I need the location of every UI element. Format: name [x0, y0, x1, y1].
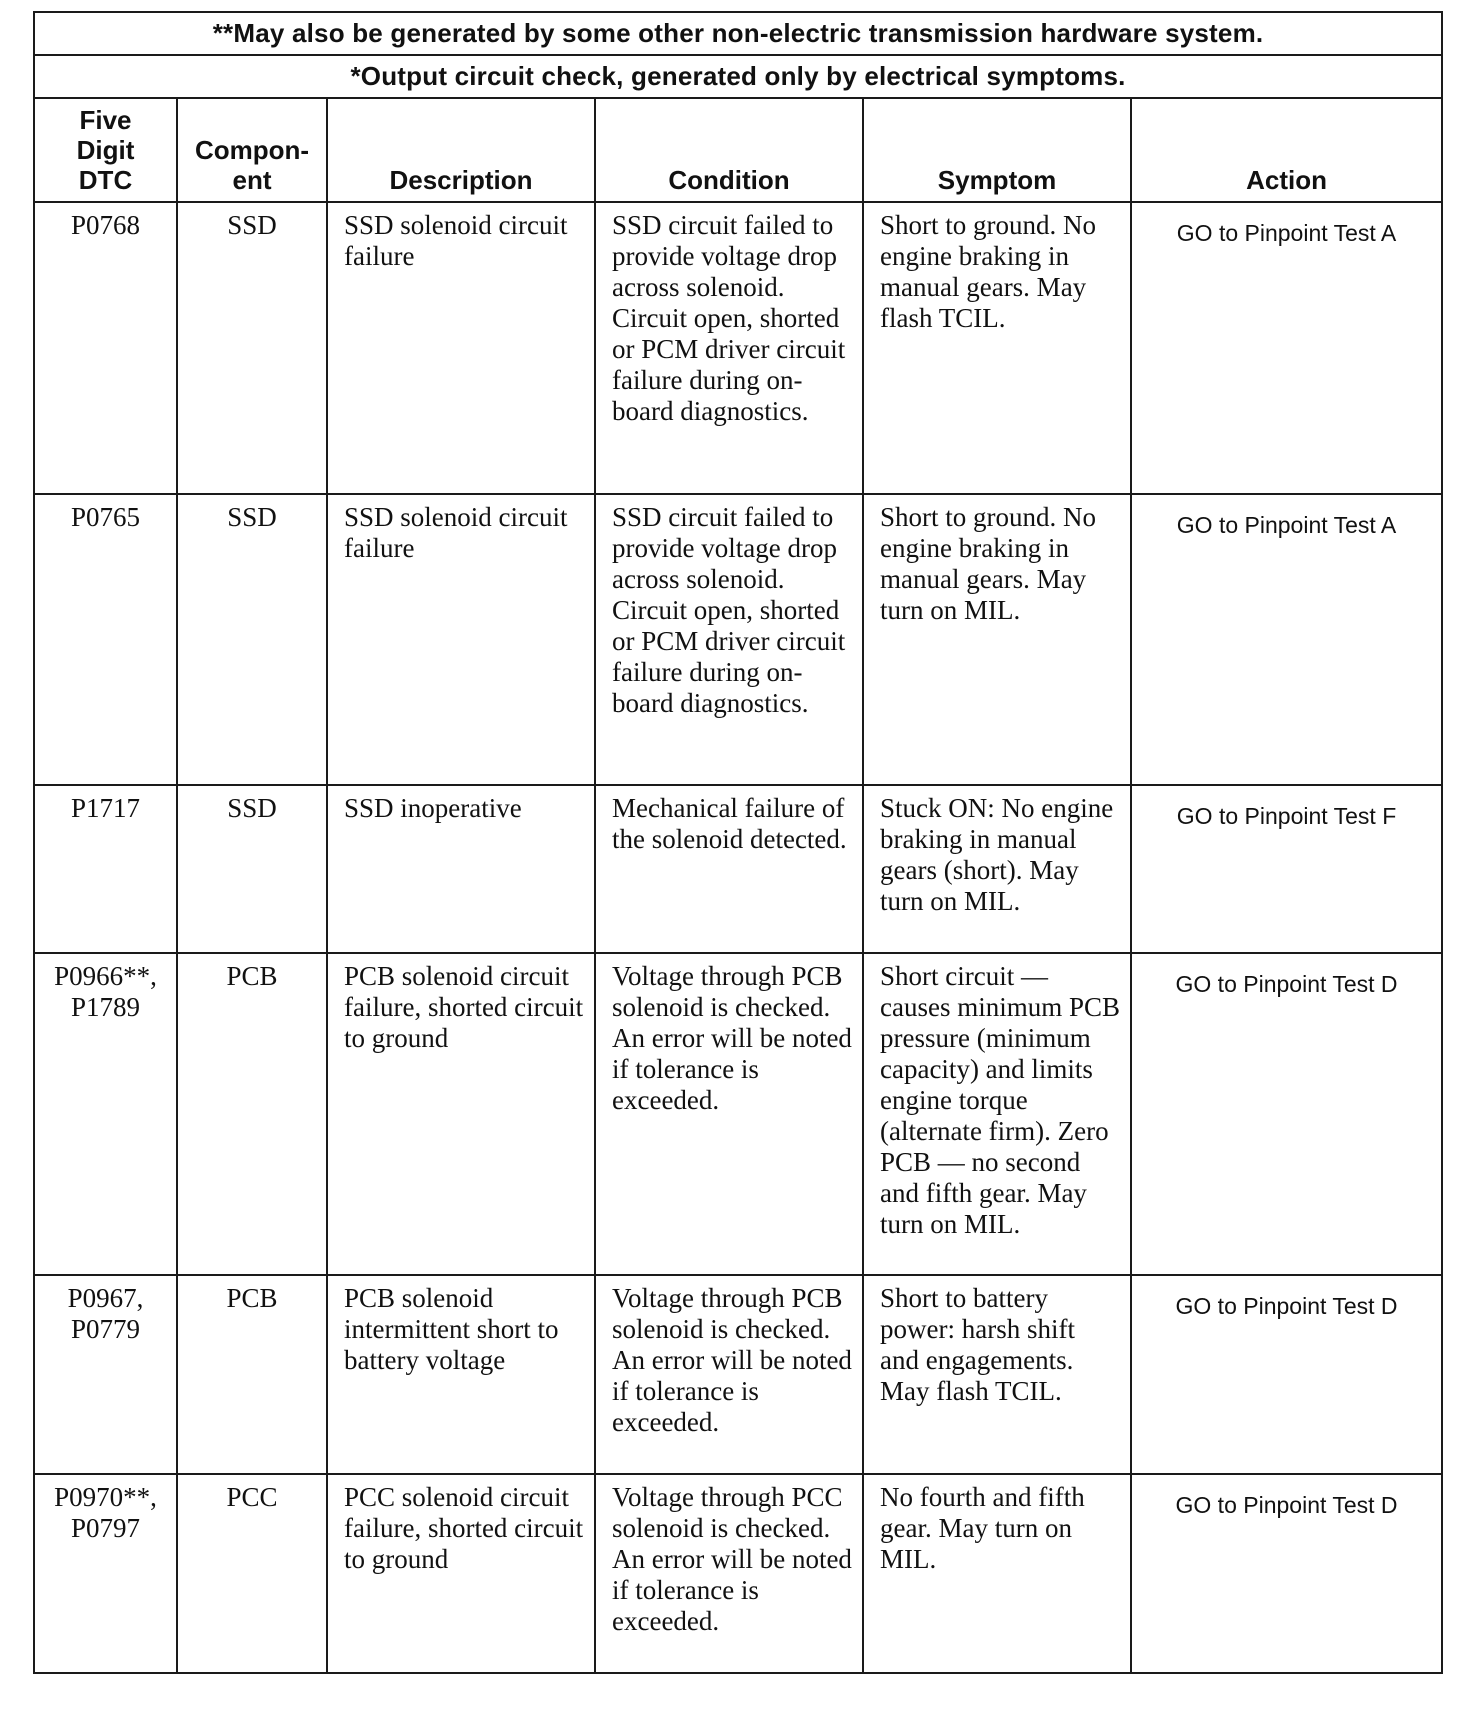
- condition-cell: Voltage through PCC solenoid is checked. An error will be noted if tolerance is exceeded.: [595, 1474, 863, 1673]
- dtc-code: P0970**,: [54, 1482, 157, 1512]
- header-description: Description: [327, 98, 595, 202]
- action-cell: GO to Pinpoint Test D: [1131, 1474, 1442, 1673]
- condition-cell: Mechanical failure of the solenoid detected.: [595, 785, 863, 953]
- symptom-cell: No fourth and fifth gear. May turn on MIL.: [863, 1474, 1131, 1673]
- component-cell: PCB: [177, 953, 327, 1275]
- symptom-cell: Stuck ON: No engine braking in manual gears (short). May turn on MIL.: [863, 785, 1131, 953]
- note-row: [34, 55, 1442, 98]
- action-cell: GO to Pinpoint Test D: [1131, 953, 1442, 1275]
- table-row: [34, 1275, 1442, 1474]
- component-cell: SSD: [177, 785, 327, 953]
- action-cell: GO to Pinpoint Test A: [1131, 202, 1442, 494]
- symptom-cell: Short to battery power: harsh shift and engagements. May flash TCIL.: [863, 1275, 1131, 1474]
- description-cell: PCB solenoid circuit failure, shorted circuit to ground: [327, 953, 595, 1275]
- header-dtc-line: Five: [79, 105, 132, 135]
- dtc-code: P0779: [70, 1314, 141, 1344]
- dtc-code: P0797: [70, 1513, 141, 1543]
- description-cell: SSD solenoid circuit failure: [327, 494, 595, 785]
- dtc-code: P1717: [70, 793, 141, 823]
- action-cell: GO to Pinpoint Test A: [1131, 494, 1442, 785]
- header-component: [177, 98, 327, 202]
- condition-cell: SSD circuit failed to provide voltage drop across solenoid. Circuit open, shorted or PCM driver circuit failure during on-board diagnostics.: [595, 494, 863, 785]
- table-body: [34, 202, 1442, 1673]
- dtc-cell: [34, 785, 177, 953]
- header-dtc-line: DTC: [78, 165, 133, 195]
- header-dtc-line: Digit: [76, 135, 135, 165]
- dtc-code: P0966**,: [54, 961, 157, 991]
- dtc-code: P0967,: [67, 1283, 144, 1313]
- dtc-code: P0765: [70, 502, 141, 532]
- table-row: [34, 785, 1442, 953]
- symptom-cell: Short to ground. No engine braking in manual gears. May turn on MIL.: [863, 494, 1131, 785]
- dtc-table: [33, 11, 1443, 1674]
- note-non-electric: **May also be generated by some other non-electric transmission hardware system.: [34, 12, 1442, 55]
- symptom-cell: Short circuit — causes minimum PCB pressure (minimum capacity) and limits engine torque (alternate firm). Zero PCB — no second and fifth gear. May turn on MIL.: [863, 953, 1131, 1275]
- action-cell: GO to Pinpoint Test F: [1131, 785, 1442, 953]
- dtc-cell: [34, 1275, 177, 1474]
- component-cell: SSD: [177, 202, 327, 494]
- table-header: [34, 12, 1442, 202]
- description-cell: SSD inoperative: [327, 785, 595, 953]
- action-cell: GO to Pinpoint Test D: [1131, 1275, 1442, 1474]
- description-cell: SSD solenoid circuit failure: [327, 202, 595, 494]
- dtc-cell: [34, 953, 177, 1275]
- header-action: Action: [1131, 98, 1442, 202]
- dtc-code: P0768: [70, 210, 141, 240]
- condition-cell: Voltage through PCB solenoid is checked. An error will be noted if tolerance is exceeded.: [595, 1275, 863, 1474]
- dtc-code: P1789: [70, 992, 141, 1022]
- note-row: [34, 12, 1442, 55]
- header-dtc: [34, 98, 177, 202]
- dtc-table-container: [33, 11, 1441, 1674]
- dtc-cell: [34, 494, 177, 785]
- table-row: [34, 202, 1442, 494]
- table-row: [34, 953, 1442, 1275]
- symptom-cell: Short to ground. No engine braking in manual gears. May flash TCIL.: [863, 202, 1131, 494]
- component-cell: SSD: [177, 494, 327, 785]
- condition-cell: SSD circuit failed to provide voltage drop across solenoid. Circuit open, shorted or PCM driver circuit failure during on-board diagnostics.: [595, 202, 863, 494]
- column-header-row: [34, 98, 1442, 202]
- dtc-cell: [34, 202, 177, 494]
- component-cell: PCC: [177, 1474, 327, 1673]
- component-cell: PCB: [177, 1275, 327, 1474]
- note-output-circuit: *Output circuit check, generated only by electrical symptoms.: [34, 55, 1442, 98]
- description-cell: PCB solenoid intermittent short to battery voltage: [327, 1275, 595, 1474]
- description-cell: PCC solenoid circuit failure, shorted circuit to ground: [327, 1474, 595, 1673]
- header-symptom: Symptom: [863, 98, 1131, 202]
- condition-cell: Voltage through PCB solenoid is checked. An error will be noted if tolerance is exceeded.: [595, 953, 863, 1275]
- header-component-line: Compon-: [194, 135, 310, 165]
- header-component-line: ent: [232, 165, 272, 195]
- header-condition: Condition: [595, 98, 863, 202]
- dtc-cell: [34, 1474, 177, 1673]
- table-row: [34, 494, 1442, 785]
- table-row: [34, 1474, 1442, 1673]
